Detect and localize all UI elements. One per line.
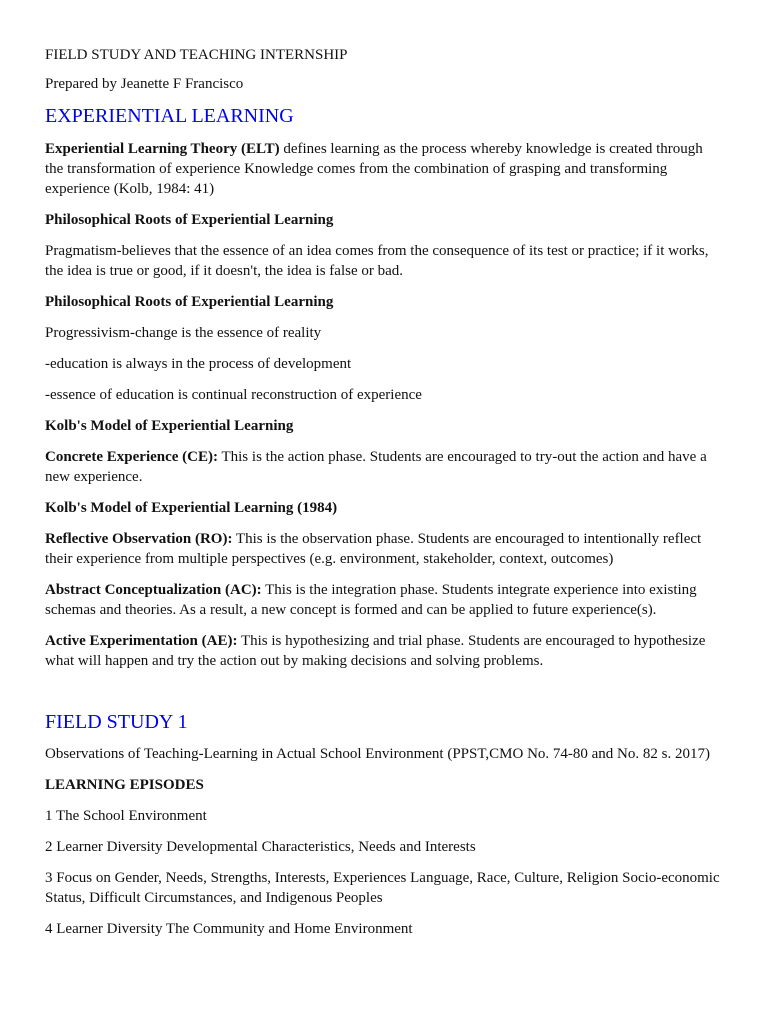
concrete-experience-paragraph — [45, 447, 723, 487]
document-title: FIELD STUDY AND TEACHING INTERNSHIP — [45, 47, 348, 63]
reflective-observation-paragraph — [45, 529, 723, 569]
elt-text: defines learning as the process whereby knowledge is created through the transformation of experience Knowledge comes from the combination of grasping and transforming experience (Kolb, 1984: 41) — [45, 141, 703, 197]
education-process-line: -education is always in the process of development — [45, 356, 352, 372]
section-heading-experiential-learning: EXPERIENTIAL LEARNING — [45, 105, 294, 127]
ac-text: This is the integration phase. Students integrate experience into existing schemas and theories. As a result, a new concept is formed and can be applied to future experience(s). — [45, 582, 697, 618]
ro-text: This is the observation phase. Students are encouraged to intentionally reflect their experience from multiple perspectives (e.g. environment, stakeholder, context, outcomes) — [45, 531, 702, 567]
episode-item: 3 Focus on Gender, Needs, Strengths, Interests, Experiences Language, Race, Culture, Religion Socio-economic Status, Difficult Circumstances, and Indigenous Peoples — [45, 870, 720, 906]
section-heading-field-study-1: FIELD STUDY 1 — [45, 711, 188, 733]
learning-episodes-heading: LEARNING EPISODES — [45, 777, 204, 793]
ae-term: Active Experimentation (AE): — [45, 633, 238, 649]
education-essence-line: -essence of education is continual reconstruction of experience — [45, 387, 422, 403]
progressivism-paragraph: Progressivism-change is the essence of reality — [45, 325, 322, 341]
episode-item: 1 The School Environment — [45, 808, 207, 824]
ae-text: This is hypothesizing and trial phase. Students are encouraged to hypothesize what will happen and try the action out by making decisions and solving problems. — [45, 633, 706, 669]
ce-text: This is the action phase. Students are encouraged to try-out the action and have a new experience. — [45, 449, 707, 485]
abstract-conceptualization-paragraph — [45, 580, 723, 620]
elt-term: Experiential Learning Theory (ELT) — [45, 141, 280, 157]
observations-paragraph: Observations of Teaching-Learning in Actual School Environment (PPST,CMO No. 74-80 and No. 82 s. 2017) — [45, 746, 710, 762]
ce-term: Concrete Experience (CE): — [45, 449, 218, 465]
pragmatism-paragraph: Pragmatism-believes that the essence of an idea comes from the consequence of its test or practice; if it works, the idea is true or good, if it doesn't, the idea is false or bad. — [45, 243, 709, 279]
subheading-kolb-model-2: Kolb's Model of Experiential Learning (1984) — [45, 500, 338, 516]
episode-item: 2 Learner Diversity Developmental Characteristics, Needs and Interests — [45, 839, 476, 855]
active-experimentation-paragraph — [45, 631, 723, 671]
author-byline: Prepared by Jeanette F Francisco — [45, 76, 244, 92]
elt-definition — [45, 139, 723, 199]
episode-item: 4 Learner Diversity The Community and Home Environment — [45, 921, 413, 937]
subheading-philosophical-roots-2: Philosophical Roots of Experiential Learning — [45, 294, 334, 310]
subheading-kolb-model-1: Kolb's Model of Experiential Learning — [45, 418, 294, 434]
subheading-philosophical-roots-1: Philosophical Roots of Experiential Learning — [45, 212, 334, 228]
ro-term: Reflective Observation (RO): — [45, 531, 233, 547]
ac-term: Abstract Conceptualization (AC): — [45, 582, 262, 598]
